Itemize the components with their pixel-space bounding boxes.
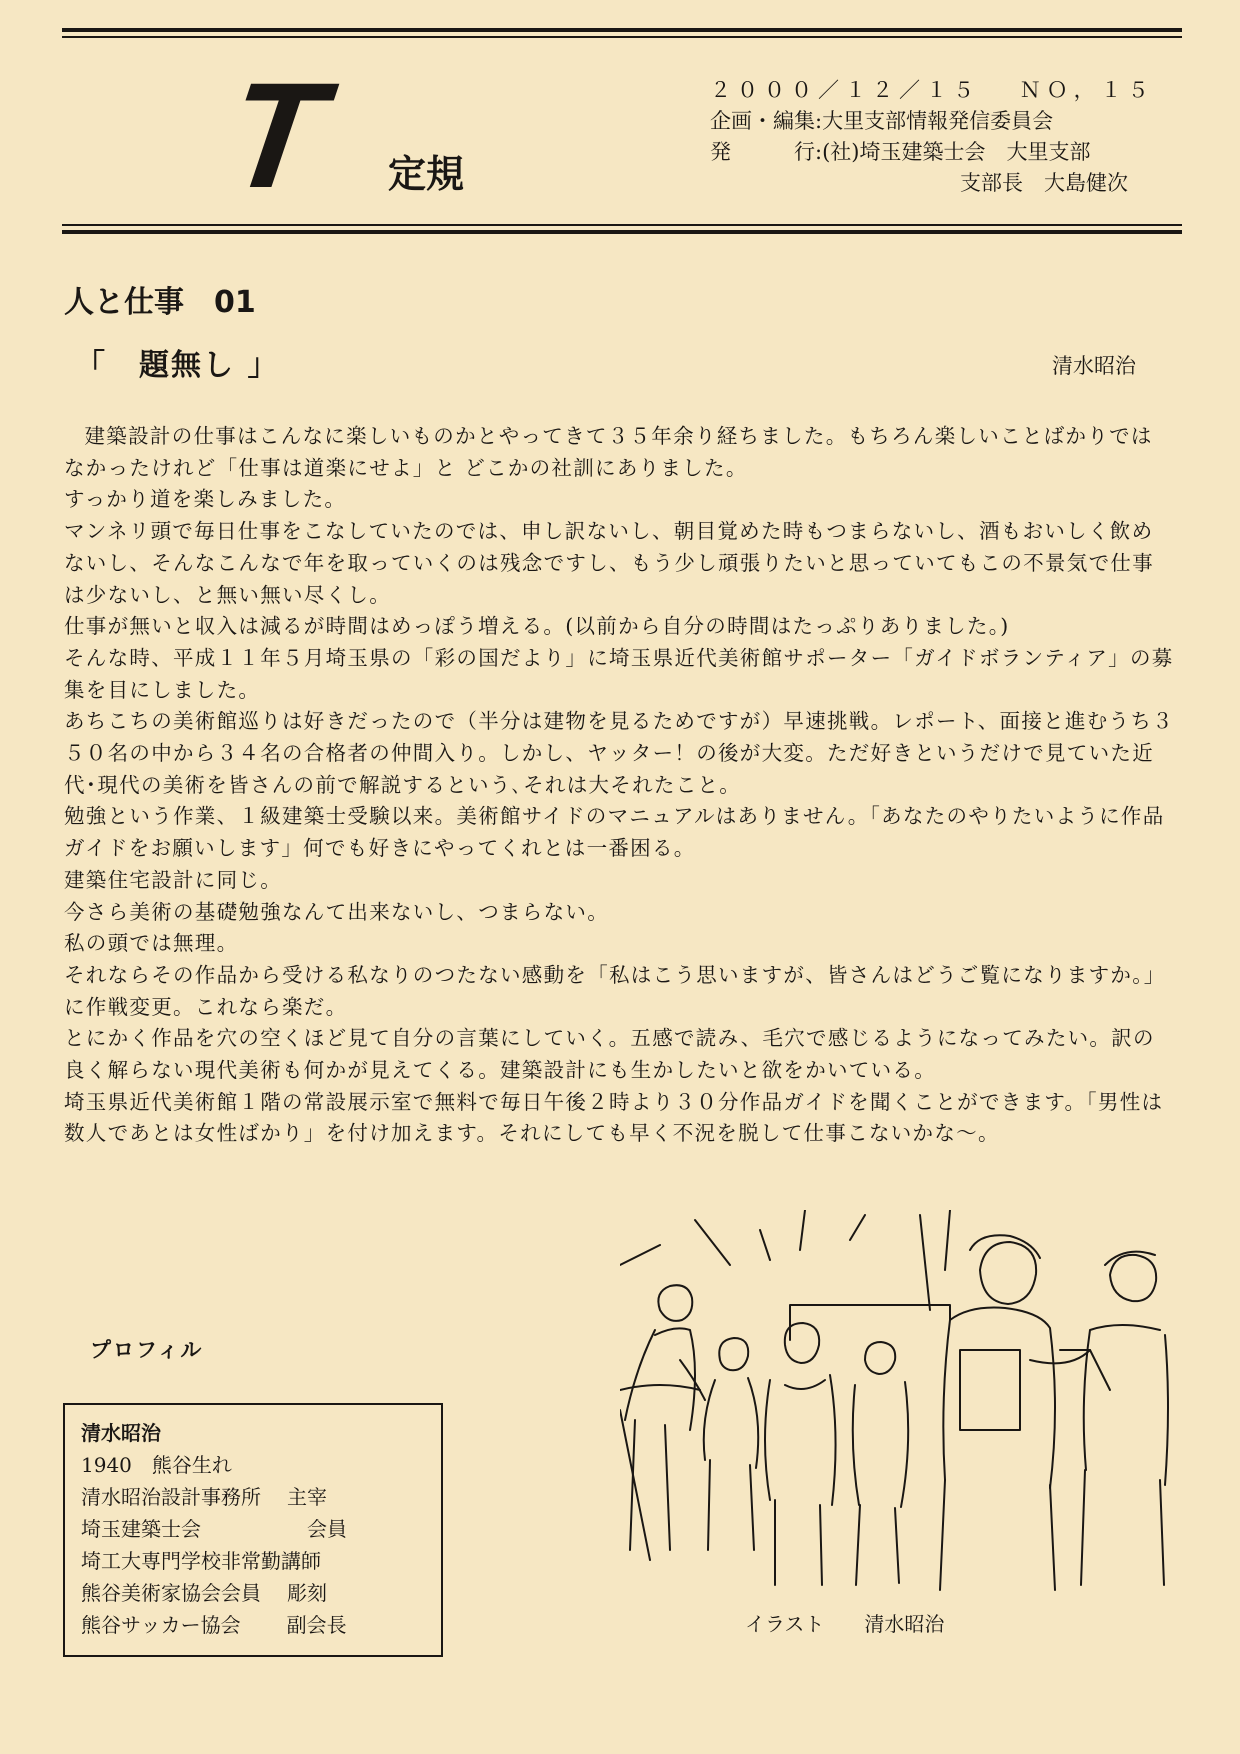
header-rule-top-thin <box>62 36 1182 38</box>
body-paragraph: とにかく作品を穴の空くほど見て自分の言葉にしていく。五感で読み、毛穴で感じるようになってみたい。訳の良く解らない現代美術も何かが見えてくる。建築設計にも生かしたいと欲をかいている。 <box>64 1026 1155 1083</box>
header-rule-bottom-thick <box>62 230 1182 234</box>
body-paragraph: 建築住宅設計に同じ。 <box>64 867 282 892</box>
profile-heading: プロフィル <box>90 1338 204 1362</box>
article-body <box>64 421 1174 1150</box>
profile-row-role: 彫刻 <box>287 1581 327 1605</box>
body-paragraph: 建築設計の仕事はこんなに楽しいものかとやってきて３５年余り経ちました。もちろん楽しいことばかりではなかったけれど「仕事は道楽にせよ」と どこかの社訓にありました。 <box>64 424 1153 480</box>
body-paragraph: 私の頭では無理。 <box>64 931 239 956</box>
ink-sketch-illustration <box>620 1210 1200 1595</box>
publisher-line <box>710 137 1180 168</box>
publisher-label: 発 行: <box>710 140 823 164</box>
profile-row-text: 清水昭治設計事務所 <box>81 1485 261 1509</box>
profile-row-text: 埼工大専門学校非常勤講師 <box>81 1549 321 1573</box>
profile-row-text: 1940 熊谷生れ <box>81 1453 232 1477</box>
profile-row-role: 会員 <box>307 1517 347 1541</box>
body-paragraph: すっかり道を楽しみました。 <box>64 487 347 512</box>
planning-label: 企画・編集: <box>710 109 823 133</box>
body-paragraph: それならその作品から受ける私なりのつたない感動を「私はこう思いますが、皆さんはどうご覧になりますか。」に作戦変更。これなら楽だ。 <box>64 962 1166 1019</box>
masthead-subtitle: 定規 <box>388 152 465 196</box>
article-title: 「 題無し 」 <box>75 348 280 383</box>
profile-row-role: 副会長 <box>286 1613 347 1637</box>
planning-value: 大里支部情報発信委員会 <box>822 109 1054 133</box>
issue-date-number: ２０００／１２／１５ ＮＯ，１５ <box>710 78 1155 102</box>
profile-row <box>81 1577 429 1609</box>
profile-row-text: 埼玉建築士会 <box>81 1517 201 1541</box>
publisher-value: (社)埼玉建築士会 大里支部 <box>822 140 1091 164</box>
planning-line <box>710 106 1180 137</box>
body-paragraph: 勉強という作業、１級建築士受験以来。美術館サイドのマニュアルはありません。「あなたのやりたいように作品ガイドをお願いします」何でも好きにやってくれとは一番困る。 <box>64 804 1165 861</box>
profile-name: 清水昭治 <box>81 1421 161 1445</box>
section-title: 人と仕事 01 <box>64 285 256 320</box>
illustration-caption: イラスト 清水昭治 <box>745 1612 945 1636</box>
profile-row-role: 主宰 <box>287 1485 327 1509</box>
body-paragraph: マンネリ頭で毎日仕事をこなしていたのでは、申し訳ないし、朝目覚めた時もつまらないし、酒もおいしく飲めないし、そんなこんなで年を取っていくのは残念ですし、もう少し頑張りたいと思っていてもこの不景気で仕事は少ないし、と無い無い尽くし。 <box>64 519 1154 607</box>
body-paragraph: 今さら美術の基礎勉強なんて出来ないし、つまらない。 <box>64 899 609 924</box>
profile-box <box>63 1403 443 1657</box>
body-paragraph: 仕事が無いと収入は減るが時間はめっぽう増える。(以前から自分の時間はたっぷりありました。) <box>64 614 1010 639</box>
masthead-logo: T <box>218 51 334 219</box>
profile-row <box>81 1513 429 1545</box>
header-rule-top-thick <box>62 28 1182 32</box>
publication-info <box>710 75 1180 199</box>
article-author: 清水昭治 <box>1052 354 1136 378</box>
branch-chief: 支部長 大島健次 <box>960 171 1128 195</box>
body-paragraph: 埼玉県近代美術館１階の常設展示室で無料で毎日午後２時より３０分作品ガイドを聞くことができます。「男性は数人であとは女性ばかり」を付け加えます。それにしても早く不況を脱して仕事こないかな～。 <box>64 1089 1164 1146</box>
body-paragraph: そんな時、平成１１年５月埼玉県の「彩の国だより」に埼玉県近代美術館サポーター「ガイドボランティア」の募集を目にしました。 <box>64 645 1174 702</box>
profile-row-text: 熊谷サッカー協会 <box>81 1613 241 1637</box>
profile-row <box>81 1449 429 1481</box>
body-paragraph: あちこちの美術館巡りは好きだったので（半分は建物を見るためですが）早速挑戦。レポート、面接と進むうち３５０名の中から３４名の合格者の仲間入り。しかし、ヤッター！の後が大変。ただ好きというだけで見ていた近代･現代の美術を皆さんの前で解説するという､それは大それたこと。 <box>64 709 1174 797</box>
profile-row <box>81 1609 429 1641</box>
profile-row <box>81 1545 429 1577</box>
profile-row <box>81 1481 429 1513</box>
profile-row-text: 熊谷美術家協会会員 <box>81 1581 261 1605</box>
header-rule-bottom-thin <box>62 224 1182 226</box>
